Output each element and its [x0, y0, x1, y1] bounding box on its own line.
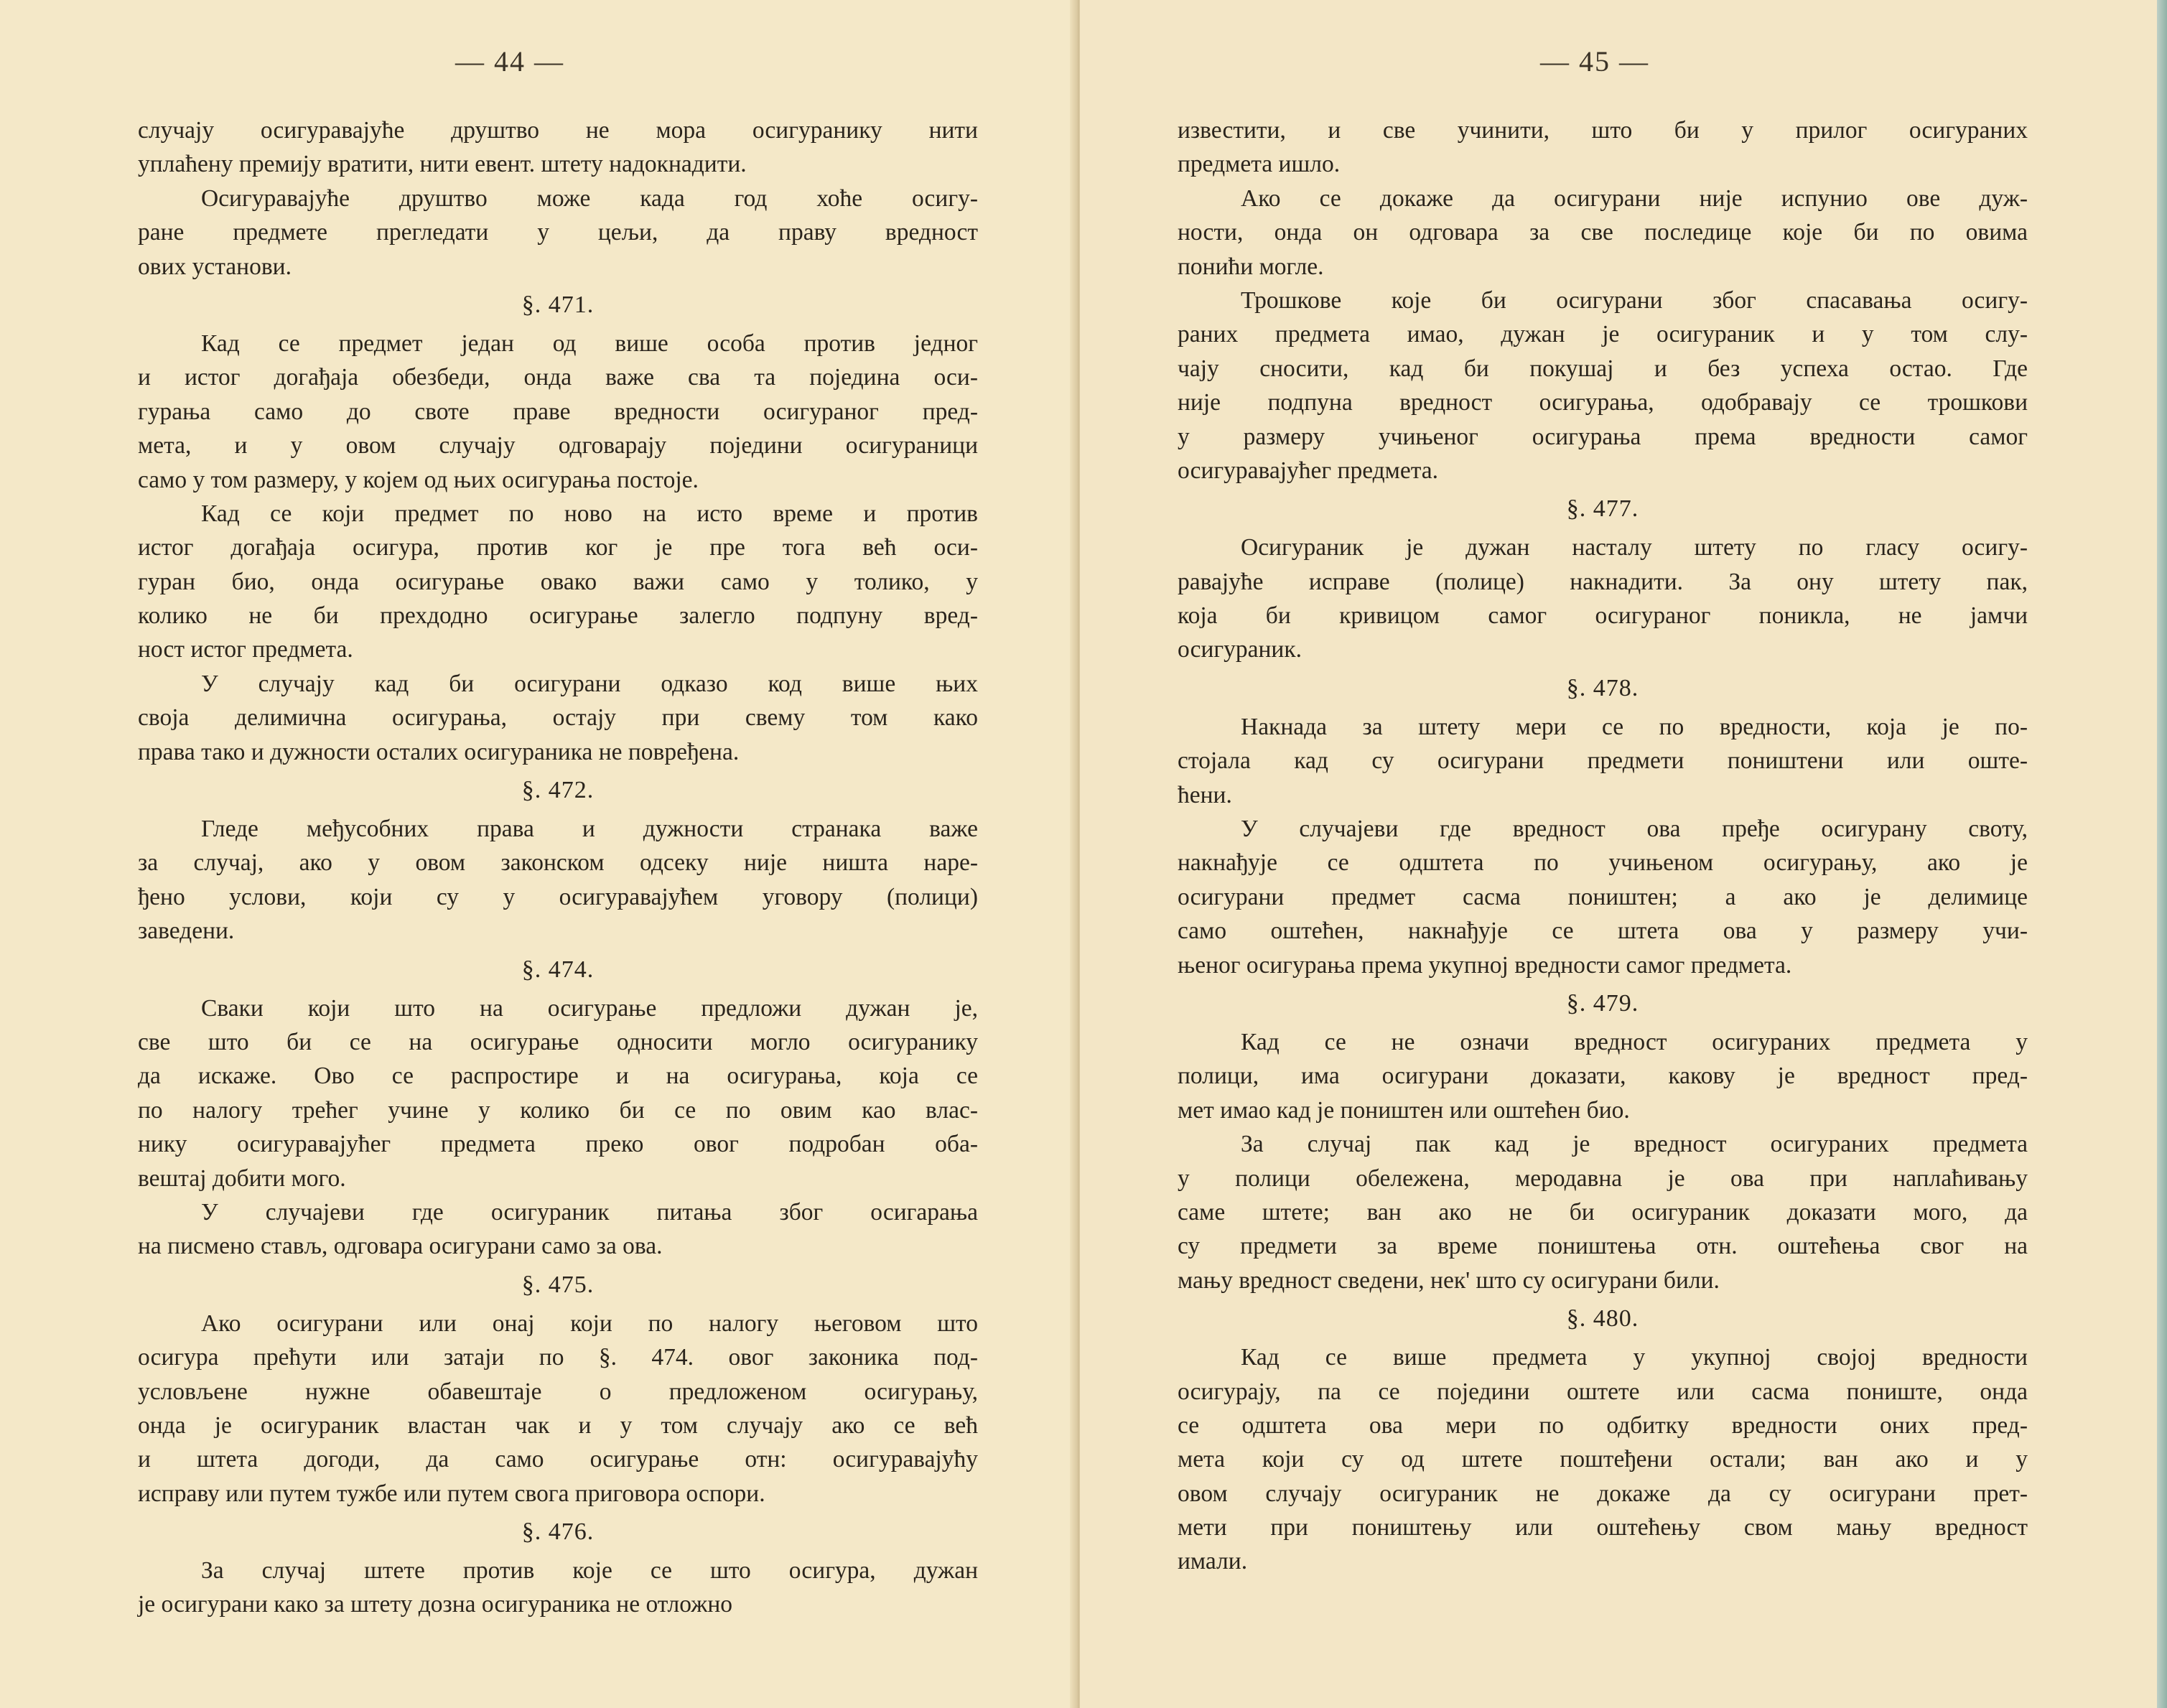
page-edge	[2157, 0, 2167, 1708]
page-number: — 44 —	[455, 45, 564, 78]
text-line: осигуравајућег предмета.	[1178, 457, 1439, 484]
text-line: Ако осигурани или онај који по налогу његовом што	[201, 1310, 978, 1337]
text-line: осигура прећути или затаји по §. 474. овог законика под-	[138, 1344, 978, 1371]
text-line: Осигуравајуће друштво може када год хоће осигу-	[201, 185, 978, 212]
text-line: мет имао кад је поништен или оштећен био.	[1178, 1096, 1630, 1124]
section-heading: §. 472.	[521, 777, 595, 804]
text-line: своја делимична осигурања, остају при свему том како	[138, 704, 978, 732]
text-line: на писмено стављ, одговара осигурани само за ова.	[138, 1233, 663, 1260]
text-line: мета, и у овом случају одговарају поједини осигураници	[138, 432, 978, 459]
text-line: само у том размеру, у којем од њих осигурања постоје.	[138, 466, 699, 493]
text-line: Кад се који предмет по ново на исто време и против	[201, 500, 978, 527]
text-line: онда је осигураник властан чак и у том случају ако се већ	[138, 1411, 978, 1439]
text-line: Сваки који што на осигурање предложи дужан је,	[201, 994, 978, 1022]
page-body	[1178, 113, 2028, 1579]
text-line: осигурани предмет сасма поништен; а ако је делимице	[1178, 883, 2028, 910]
paragraph	[1178, 182, 2028, 284]
section-heading: §. 480.	[1566, 1305, 1639, 1333]
text-line: Кад се више предмета у укупној својој вредности	[1241, 1344, 2028, 1371]
page-body	[138, 113, 978, 1622]
paragraph	[1178, 284, 2028, 487]
paragraph	[138, 1195, 978, 1264]
text-line: да искаже. Ово се распростире и на осигурања, која се	[138, 1063, 978, 1090]
section-heading: §. 474.	[521, 956, 595, 983]
paragraph	[138, 667, 978, 769]
text-line: У случајеви где осигураник питања због осигарања	[201, 1198, 978, 1226]
text-line: у размеру учињеног осигурања према вредности самог	[1178, 423, 2028, 450]
text-line: нику осигуравајућег предмета преко овог подробан оба-	[138, 1131, 978, 1158]
paragraph	[138, 182, 978, 284]
text-line: права тако и дужности осталих осигураника не повређена.	[138, 738, 740, 765]
text-line: За случај штете против које се што осигура, дужан	[201, 1557, 978, 1585]
text-line: осигурају, па се поједини оштете или сасма пониште, онда	[1178, 1378, 2028, 1405]
page-number: — 45 —	[1540, 45, 1649, 78]
text-line: је осигурани како за штету дозна осигураника не отложно	[138, 1591, 733, 1618]
section-heading: §. 476.	[521, 1518, 595, 1546]
text-line: мању вредност сведени, нек' што су осигурани били.	[1178, 1266, 1720, 1294]
text-line: Кад се предмет један од више особа против једног	[201, 330, 978, 357]
paragraph	[1178, 1340, 2028, 1579]
text-line: истог догађаја осигура, против ког је пре тога већ оси-	[138, 534, 978, 561]
text-line: исправу или путем тужбе или путем свога приговора оспори.	[138, 1480, 765, 1507]
text-line: случају осигуравајуће друштво не мора осигуранику нити	[138, 117, 978, 144]
paragraph	[138, 812, 978, 948]
text-line: накнађује се одштета по учињеном осигурању, ако је	[1178, 849, 2028, 877]
text-line: Осигураник је дужан насталу штету по гласу осигу-	[1241, 534, 2028, 561]
paragraph	[1178, 710, 2028, 812]
text-line: За случај пак кад је вредност осигураних предмета	[1241, 1131, 2028, 1158]
paragraph	[138, 327, 978, 497]
text-line: имали.	[1178, 1548, 1248, 1575]
text-line: саме штете; ван ако не би осигураник доказати мого, да	[1178, 1198, 2028, 1226]
text-line: Ако се докаже да осигурани није испунио ове дуж-	[1241, 185, 2028, 212]
text-line: заведени.	[138, 918, 235, 945]
text-line: известити, и све учинити, што би у прилог осигураних	[1178, 117, 2028, 144]
left-page	[0, 0, 1077, 1708]
text-line: чају сносити, кад би покушај и без успеха остао. Где	[1178, 355, 2028, 382]
text-line: само оштећен, накнађује се штета ова у размеру учи-	[1178, 918, 2028, 945]
text-line: колико не би прехдодно осигурање залегло подпуну вред-	[138, 602, 978, 630]
text-line: све што би се на осигурање односити могло осигуранику	[138, 1028, 978, 1055]
text-line: У случају кад би осигурани одказо код више њих	[201, 670, 978, 697]
text-line: ране предмете прегледати у цељи, да праву вредност	[138, 219, 978, 246]
section-heading: §. 479.	[1566, 989, 1639, 1017]
text-line: вештај добити мого.	[138, 1165, 346, 1192]
text-line: гуран био, онда осигурање овако важи само у толико, у	[138, 568, 978, 595]
text-line: предмета ишло.	[1178, 151, 1341, 178]
text-line: гурања само до своте праве вредности осигураног пред-	[138, 398, 978, 425]
text-line: ност истог предмета.	[138, 636, 353, 663]
paragraph	[138, 1554, 978, 1622]
text-line: У случајеви где вредност ова пређе осигурану своту,	[1241, 816, 2028, 843]
paragraph	[1178, 531, 2028, 667]
text-line: стојала кад су осигурани предмети поништени или оште-	[1178, 747, 2028, 775]
paragraph	[138, 1307, 978, 1511]
text-line: раних предмета имао, дужан је осигураник и у том слу-	[1178, 321, 2028, 348]
text-line: и истог догађаја обезбеди, онда важе сва та поједина оси-	[138, 364, 978, 391]
text-line: овом случају осигураник не докаже да су осигурани прет-	[1178, 1480, 2028, 1507]
text-line: мети при поништењу или оштећењу свом мању вредност	[1178, 1514, 2028, 1541]
paragraph	[1178, 812, 2028, 982]
paragraph	[1178, 1025, 2028, 1127]
text-line: равајуће исправе (полице) накнадити. За ону штету пак,	[1178, 568, 2028, 595]
text-line: су предмети за време поништења отн. оштећења свог на	[1178, 1233, 2028, 1260]
text-line: Кад се не означи вредност осигураних предмета у	[1241, 1028, 2028, 1055]
text-line: условљене нужне обавештаје о предложеном осигурању,	[138, 1378, 978, 1405]
text-line: Гледе међусобних права и дужности странака важе	[201, 816, 978, 843]
text-line: у полици обележена, меродавна је ова при наплаћивању	[1178, 1165, 2028, 1192]
text-line: ових установи.	[138, 253, 292, 280]
section-heading: §. 478.	[1566, 674, 1639, 701]
text-line: Накнада за штету мери се по вредности, која је по-	[1241, 713, 2028, 740]
paragraph	[138, 113, 978, 182]
text-line: Трошкове које би осигурани због спасавања осигу-	[1241, 286, 2028, 314]
section-heading: §. 471.	[521, 291, 595, 318]
text-line: ђено услови, који су у осигуравајућем уговору (полици)	[138, 883, 978, 910]
text-line: није подпуна вредност осигурања, одобравају се трошкови	[1178, 389, 2028, 416]
section-heading: §. 475.	[521, 1271, 595, 1298]
text-line: уплаћену премију вратити, нити евент. штету надокнадити.	[138, 151, 747, 178]
text-line: мета који су од штете поштеђени остали; ван ако и у	[1178, 1446, 2028, 1473]
text-line: за случај, ако у овом законском одсеку није ништа наре-	[138, 849, 978, 877]
paragraph	[138, 497, 978, 667]
text-line: понићи могле.	[1178, 253, 1324, 280]
text-line: по налогу трећег учине у колико би се по овим као влас-	[138, 1096, 978, 1124]
text-line: и штета догоди, да само осигурање отн: осигуравајућу	[138, 1446, 978, 1473]
text-line: се одштета ова мери по одбитку вредности оних пред-	[1178, 1411, 2028, 1439]
text-line: полици, има осигурани доказати, какову је вредност пред-	[1178, 1063, 2028, 1090]
section-heading: §. 477.	[1566, 495, 1639, 523]
text-line: ћени.	[1178, 781, 1232, 808]
paragraph	[1178, 1127, 2028, 1297]
text-line: осигураник.	[1178, 636, 1302, 663]
right-page	[1080, 0, 2167, 1708]
text-line: која би кривицом самог осигураног поникла, не јамчи	[1178, 602, 2028, 630]
paragraph	[1178, 113, 2028, 182]
text-line: ности, онда он одговара за све последице које би по овима	[1178, 219, 2028, 246]
paragraph	[138, 991, 978, 1195]
text-line: њеног осигурања према укупној вредности самог предмета.	[1178, 951, 1792, 979]
